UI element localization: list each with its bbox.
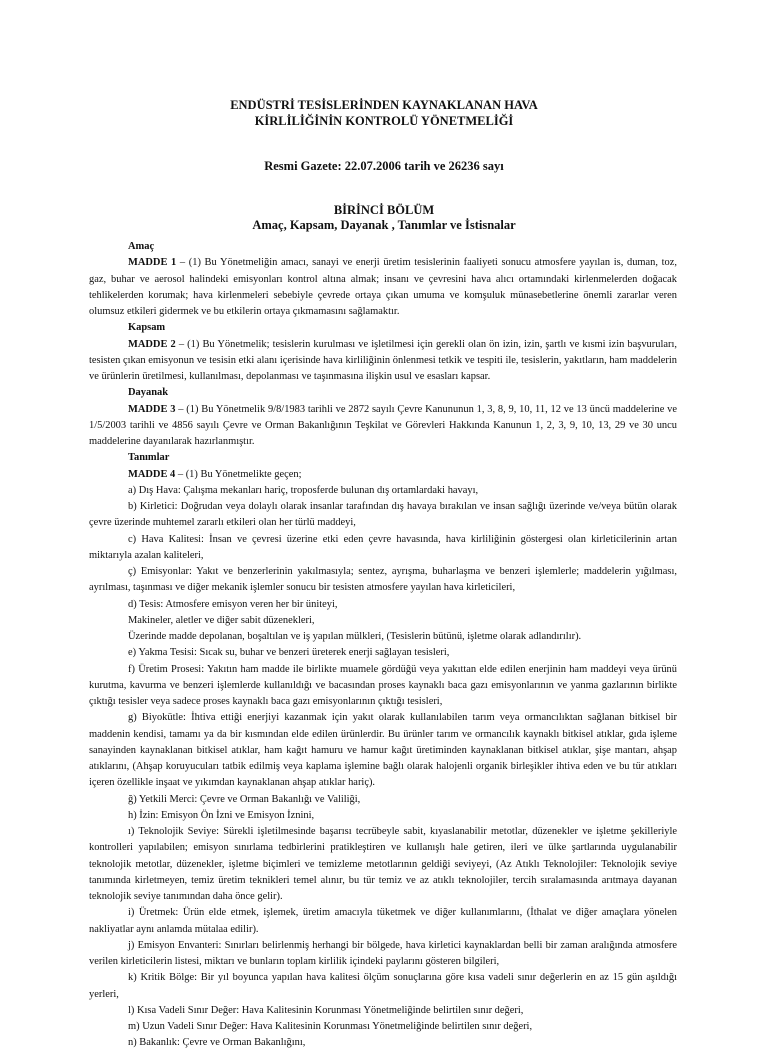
definition-i: i) Üretmek: Ürün elde etmek, işlemek, üretim amacıyla tüketmek ve diğer kullanımlarını, (İthalat ve diğer amaçlara yönelen nakliyatlar aynı anlamda mütalaa edilir). (89, 907, 677, 935)
article-3-text: – (1) Bu Yönetmelik 9/8/1983 tarihli ve 2872 sayılı Çevre Kanununun 1, 3, 8, 9, 10, 11, 12 ve 13 üncü maddelerine ve 1/5/2003 tarihli ve 4856 sayılı Çevre ve Orman Bakanlığının Teşkilat ve Görevleri Hakkında Kanunun 1, 2, 3, 9, 10, 13, 29 ve 30 uncu maddelerine dayanılarak hazırlanmıştır. (89, 403, 677, 447)
definition-n: n) Bakanlık: Çevre ve Orman Bakanlığını, (128, 1037, 306, 1049)
document-body (89, 239, 677, 1052)
definition-m: m) Uzun Vadeli Sınır Değer: Hava Kalitesinin Korunması Yönetmeliğinde belirtilen sınır değeri, (128, 1021, 533, 1032)
heading-tanimlar: Tanımlar (128, 452, 170, 464)
definition-b: b) Kirletici: Doğrudan veya dolaylı olarak insanlar tarafından dış havaya bırakılan ve insan sağlığı üzerinde ve/veya bütün olarak çevre üzerinde muhtemel zararlı etkileri olan her türlü maddeyi, (89, 501, 677, 529)
definition-c: c) Hava Kalitesi: İnsan ve çevresi üzerine etki eden çevre havasında, hava kirliliğinin göstergesi olan kirleticilerinin artan miktarıyla azalan kaliteleri, (89, 533, 677, 561)
definition-d: d) Tesis: Atmosfere emisyon veren her bir üniteyi, (128, 598, 338, 610)
article-1 (89, 255, 677, 320)
definition-a: a) Dış Hava: Çalışma mekanları hariç, troposferde bulunan dış ortamlardaki havayı, (128, 484, 479, 496)
definition-g-breve: ğ) Yetkili Merci: Çevre ve Orman Bakanlığı ve Valiliği, (128, 793, 361, 805)
definition-c-cedilla: ç) Emisyonlar: Yakıt ve benzerlerinin yakılmasıyla; sentez, ayrışma, buharlaşma ve benzeri işlemlerle; maddelerin yığılması, ayrılması, taşınması ve diğer mekanik işlemler sonucu bir tesisten atmosfere yayılan hava kirleticileri, (89, 566, 677, 594)
definition-e: e) Yakma Tesisi: Sıcak su, buhar ve benzeri üreterek enerji sağlayan tesisleri, (128, 647, 450, 659)
section-subtitle: Amaç, Kapsam, Dayanak , Tanımlar ve İstisnalar (252, 218, 516, 232)
heading-amac: Amaç (128, 241, 155, 252)
definition-k: k) Kritik Bölge: Bir yıl boyunca yapılan hava kalitesi ölçüm sonuçlarına göre kısa vadeli sınır değerlerin en az 15 gün aşıldığı yerleri, (89, 972, 677, 1000)
section-heading: BİRİNCİ BÖLÜM (333, 203, 435, 217)
article-1-label: MADDE 1 (128, 257, 177, 269)
article-1-text: – (1) Bu Yönetmeliğin amacı, sanayi ve enerji üretim tesislerinin faaliyeti sonucu atmosfere yayılan is, duman, toz, gaz, buhar ve aerosol halindeki emisyonları kontrol altına almak; insanı ve çevresini hava alıcı ortamındaki kirlenmelerden doğacak tehlikelerden korumak; hava kirlenmeleri sebebiyle çevrede ortaya çıkan umuma ve komşuluk münasebetlerine önemli zararlar veren olumsuz etkileri gidermek ve bu etkilerin ortaya çıkmamasını sağlamaktır. (89, 257, 677, 317)
article-3 (89, 402, 677, 451)
gazette-reference: Resmi Gazete: 22.07.2006 tarih ve 26236 sayı (264, 159, 504, 173)
article-3-label: MADDE 3 (128, 403, 176, 415)
article-4-label: MADDE 4 (128, 468, 176, 480)
definition-d-line-2: Makineler, aletler ve diğer sabit düzenekleri, (128, 614, 315, 626)
title-line-2: KİRLİLİĞİNİN KONTROLÜ YÖNETMELİĞİ (254, 114, 514, 128)
article-4-text: – (1) Bu Yönetmelikte geçen; (175, 468, 302, 480)
article-2-text: – (1) Bu Yönetmelik; tesislerin kurulması ve işletilmesi için gerekli olan ön izin, izin, şartlı ve kısmi izin başvuruları, tesisten çıkan emisyonun ve tesisin etki alanı içerisinde hava kirliliğinin önlenmesi tetkik ve tespiti ile, tesislerin, yakıtların, ham maddelerin ve ürünlerin üretilmesi, kullanılması, depolanması ve taşınmasına ilişkin usul ve esasları kapsar. (89, 338, 677, 382)
heading-dayanak: Dayanak (128, 387, 169, 399)
definition-f: f) Üretim Prosesi: Yakıtın ham madde ile birlikte muamele gördüğü veya yakıttan elde edilen enerjinin ham maddeyi veya ürünü kurutma, kavurma ve benzeri işlemlerde kullanıldığı ve bacasından proses kaynaklı baca gazı emisyonlarının ve yanma gazlarının birlikte çıktığı tesisler veya sadece proses kaynaklı baca gazı emisyonlarının çıktığı tesisleri, (89, 663, 677, 707)
definition-h: h) İzin: Emisyon Ön İzni ve Emisyon İznini, (128, 809, 315, 821)
heading-kapsam: Kapsam (128, 322, 166, 334)
definition-dotless-i: ı) Teknolojik Seviye: Sürekli işletilmesinde başarısı tecrübeyle sabit, kıyaslanabilir metotlar, düzenekler ve işletme şekilleriyle kontrolleri yapılabilen; emisyon sınırlama tedbirlerini pratikleştiren ve kullanışlı hale getiren, ileri ve ülke şartlarında uygulanabilir teknolojik metotlar, düzenekler, işletme biçimleri ve temizleme metotlarının geldiği seviyeyi, (Az Atıklı Teknolojiler: Teknolojik seviye tanımında kirletmeyen, temiz üretim teknikleri temel alınır, bu tür temiz ve az atıklı teknolojiler, tercih sıralamasında arıtmaya dayanan teknolojik seviye tanımından daha önce gelir). (89, 826, 677, 902)
article-2 (89, 337, 677, 386)
definition-l: l) Kısa Vadeli Sınır Değer: Hava Kalitesinin Korunması Yönetmeliğinde belirtilen sınır değeri, (128, 1004, 524, 1016)
title-line-1: ENDÜSTRİ TESİSLERİNDEN KAYNAKLANAN HAVA (230, 98, 538, 112)
article-4 (89, 467, 677, 483)
article-2-label: MADDE 2 (128, 338, 176, 350)
definition-j: j) Emisyon Envanteri: Sınırları belirlenmiş herhangi bir bölgede, hava kirletici kaynaklardan belli bir zaman aralığında atmosfere verilen kirleticilerin listesi, miktarı ve bunların toplam kirlilik içindeki paylarını gösteren bilgileri, (89, 939, 677, 967)
definition-d-line-3: Üzerinde madde depolanan, boşaltılan ve iş yapılan mülkleri, (Tesislerin bütünü, işletme olarak adlandırılır). (128, 631, 582, 642)
definition-g: g) Biyokütle: İhtiva ettiği enerjiyi kazanmak için yakıt olarak kullanılabilen tarım veya ormancılıktan sağlanan bitkisel bir maddenin kendisi, tamamı ya da bir kısmından elde edilen ürünlerdir. Bu ürünler tarım ve ormancılık kaynaklı bitkisel atıklar, gıda işleme sanayinden kaynaklanan bitkisel atıklar, ham kağıt hamuru ve hamur kağıt üretiminden kaynaklanan bitkisel atıklar, şişe mantarı, ahşap atıklarını, (Ahşap koruyucuları tatbik edilmiş veya kaplama işlemine bağlı olarak halojenli organik birleşikler ihtiva eden ve bu tür atıkları içeren özellikle inşaat ve yıkımdan kaynaklanan ahşap atıklar hariç). (89, 712, 677, 789)
